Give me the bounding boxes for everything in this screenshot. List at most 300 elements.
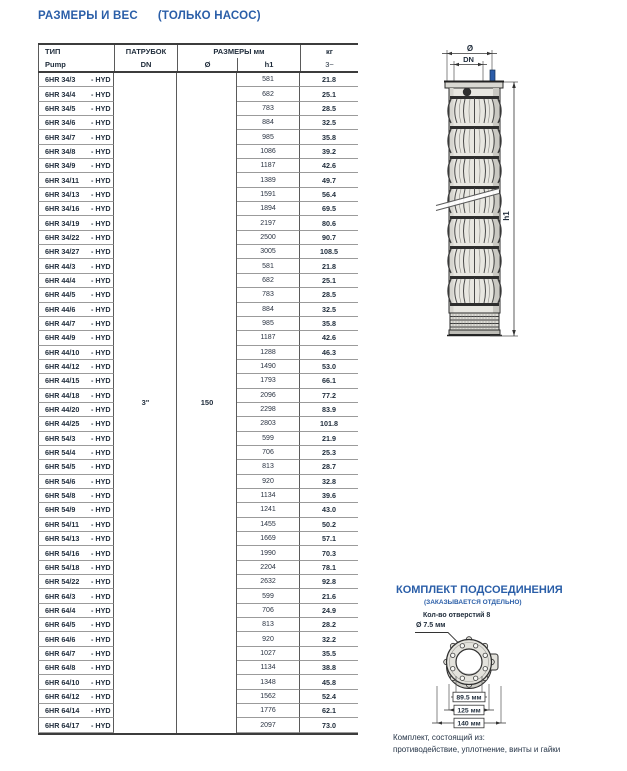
cell-kg: 62.1 — [300, 704, 358, 718]
cell-kg: 28.5 — [300, 288, 358, 302]
cell-pump-type: 6HR 64/3 - HYD — [38, 589, 114, 603]
cell-port — [114, 245, 177, 259]
cell-kg: 24.9 — [300, 604, 358, 618]
cell-port — [114, 374, 177, 388]
cell-dia — [177, 202, 237, 216]
cell-pump-type: 6HR 34/7 - HYD — [38, 130, 114, 144]
cell-dia — [177, 647, 237, 661]
cell-kg: 28.5 — [300, 102, 358, 116]
cell-kg: 52.4 — [300, 690, 358, 704]
cell-h1: 599 — [237, 432, 300, 446]
cell-h1: 2632 — [237, 575, 300, 589]
cell-pump-type: 6HR 54/6 - HYD — [38, 475, 114, 489]
cell-kg: 43.0 — [300, 503, 358, 517]
cell-pump-type: 6HR 64/14 - HYD — [38, 704, 114, 718]
cell-h1: 2097 — [237, 718, 300, 732]
cell-kg: 32.2 — [300, 632, 358, 646]
cell-h1: 783 — [237, 288, 300, 302]
table-row — [38, 159, 358, 173]
cell-kg: 25.3 — [300, 446, 358, 460]
cell-dia — [177, 618, 237, 632]
cell-port — [114, 561, 177, 575]
table-row — [38, 374, 358, 388]
table-row — [38, 546, 358, 560]
dimensions-table — [38, 43, 358, 735]
cell-pump-type: 6HR 64/5 - HYD — [38, 618, 114, 632]
table-row — [38, 303, 358, 317]
cell-h1: 1669 — [237, 532, 300, 546]
cell-dia — [177, 102, 237, 116]
cell-pump-type: 6HR 54/8 - HYD — [38, 489, 114, 503]
cell-dia — [177, 116, 237, 130]
cell-pump-type: 6HR 54/9 - HYD — [38, 503, 114, 517]
cell-h1: 1591 — [237, 188, 300, 202]
table-row — [38, 317, 358, 331]
cell-h1: 706 — [237, 446, 300, 460]
table-row — [38, 202, 358, 216]
cell-kg: 42.6 — [300, 331, 358, 345]
cell-kg: 35.8 — [300, 317, 358, 331]
cell-kg: 80.6 — [300, 216, 358, 230]
cell-pump-type: 6HR 64/4 - HYD — [38, 604, 114, 618]
cell-port — [114, 589, 177, 603]
cell-dia — [177, 661, 237, 675]
cell-port — [114, 403, 177, 417]
cell-pump-type: 6HR 34/8 - HYD — [38, 145, 114, 159]
cell-dia — [177, 675, 237, 689]
cell-h1: 1241 — [237, 503, 300, 517]
cell-port — [114, 360, 177, 374]
table-row — [38, 675, 358, 689]
cell-pump-type: 6HR 64/17 - HYD — [38, 718, 114, 732]
cell-dia — [177, 245, 237, 259]
cell-dia — [177, 346, 237, 360]
table-body — [38, 73, 358, 735]
cell-port — [114, 675, 177, 689]
cell-pump-type: 6HR 44/15 - HYD — [38, 374, 114, 388]
cell-kg: 38.8 — [300, 661, 358, 675]
cell-kg: 28.2 — [300, 618, 358, 632]
cell-dia — [177, 546, 237, 560]
kit-holes-label: Кол-во отверстий 8 — [423, 612, 491, 619]
cell-port — [114, 389, 177, 403]
cell-dia — [177, 303, 237, 317]
cell-dia — [177, 288, 237, 302]
cell-kg: 92.8 — [300, 575, 358, 589]
cell-dia — [177, 159, 237, 173]
cell-h1: 1187 — [237, 331, 300, 345]
cell-pump-type: 6HR 44/3 - HYD — [38, 259, 114, 273]
pump-dia-label: Ø — [466, 44, 474, 53]
cell-h1: 1348 — [237, 675, 300, 689]
cell-port — [114, 575, 177, 589]
cell-pump-type: 6HR 44/9 - HYD — [38, 331, 114, 345]
cell-pump-type: 6HR 34/5 - HYD — [38, 102, 114, 116]
cell-pump-type: 6HR 34/11 - HYD — [38, 173, 114, 187]
cell-dia — [177, 87, 237, 101]
cell-port — [114, 432, 177, 446]
cell-h1: 813 — [237, 460, 300, 474]
cell-h1: 813 — [237, 618, 300, 632]
cell-port — [114, 446, 177, 460]
cell-kg: 69.5 — [300, 202, 358, 216]
cell-dia — [177, 231, 237, 245]
kit-hole-dia-label: Ø 7.5 мм — [416, 622, 446, 629]
header-phase: 3~ — [300, 58, 358, 71]
table-row — [38, 346, 358, 360]
cell-dia — [177, 561, 237, 575]
cell-h1: 2803 — [237, 417, 300, 431]
cell-h1: 706 — [237, 604, 300, 618]
cell-h1: 2298 — [237, 403, 300, 417]
table-row — [38, 532, 358, 546]
cell-kg: 28.7 — [300, 460, 358, 474]
cell-kg: 90.7 — [300, 231, 358, 245]
table-row — [38, 389, 358, 403]
cell-h1: 1776 — [237, 704, 300, 718]
table-row — [38, 718, 358, 732]
cell-pump-type: 6HR 54/18 - HYD — [38, 561, 114, 575]
cell-port — [114, 518, 177, 532]
table-row — [38, 130, 358, 144]
merged-dia-value: 150 — [200, 398, 214, 408]
cell-dia — [177, 331, 237, 345]
cell-pump-type: 6HR 64/10 - HYD — [38, 675, 114, 689]
table-row — [38, 116, 358, 130]
table-row — [38, 173, 358, 187]
cell-kg: 25.1 — [300, 87, 358, 101]
cell-port — [114, 73, 177, 87]
header-type-ru: ТИП — [38, 45, 114, 58]
page-title — [38, 10, 261, 22]
cell-dia — [177, 432, 237, 446]
cell-port — [114, 503, 177, 517]
cell-dia — [177, 518, 237, 532]
table-row — [38, 561, 358, 575]
cell-h1: 920 — [237, 475, 300, 489]
table-row — [38, 145, 358, 159]
cell-kg: 39.2 — [300, 145, 358, 159]
cell-dia — [177, 216, 237, 230]
cell-dia — [177, 446, 237, 460]
cell-pump-type: 6HR 64/8 - HYD — [38, 661, 114, 675]
table-row — [38, 331, 358, 345]
page-title-main: РАЗМЕРЫ И ВЕС — [38, 10, 138, 22]
table-row — [38, 632, 358, 646]
cell-pump-type: 6HR 34/16 - HYD — [38, 202, 114, 216]
cell-h1: 1455 — [237, 518, 300, 532]
cell-kg: 73.0 — [300, 718, 358, 732]
table-row — [38, 518, 358, 532]
cell-pump-type: 6HR 34/13 - HYD — [38, 188, 114, 202]
cell-dia — [177, 188, 237, 202]
table-row — [38, 690, 358, 704]
pump-h1-label: h1 — [502, 211, 511, 221]
cell-h1: 884 — [237, 116, 300, 130]
cell-port — [114, 331, 177, 345]
cell-port — [114, 546, 177, 560]
cell-pump-type: 6HR 44/7 - HYD — [38, 317, 114, 331]
cell-dia — [177, 532, 237, 546]
cell-kg: 77.2 — [300, 389, 358, 403]
cell-kg: 66.1 — [300, 374, 358, 388]
cell-port — [114, 647, 177, 661]
cell-h1: 1894 — [237, 202, 300, 216]
table-row — [38, 259, 358, 273]
cell-h1: 682 — [237, 87, 300, 101]
header-kg: кг — [300, 45, 358, 58]
cell-pump-type: 6HR 54/5 - HYD — [38, 460, 114, 474]
kit-dim-inner: 89.5 мм — [456, 694, 482, 702]
kit-subtitle: (ЗАКАЗЫВАЕТСЯ ОТДЕЛЬНО) — [424, 599, 522, 606]
cell-h1: 2204 — [237, 561, 300, 575]
cell-pump-type: 6HR 64/12 - HYD — [38, 690, 114, 704]
table-header — [38, 43, 358, 73]
table-row — [38, 618, 358, 632]
cell-port — [114, 704, 177, 718]
cell-kg: 32.5 — [300, 303, 358, 317]
cell-h1: 1134 — [237, 489, 300, 503]
header-h1: h1 — [237, 58, 300, 71]
cell-h1: 599 — [237, 589, 300, 603]
cell-kg: 32.5 — [300, 116, 358, 130]
cell-h1: 581 — [237, 259, 300, 273]
cell-kg: 35.5 — [300, 647, 358, 661]
cell-dia — [177, 259, 237, 273]
cell-h1: 2500 — [237, 231, 300, 245]
cell-kg: 53.0 — [300, 360, 358, 374]
cell-port — [114, 231, 177, 245]
cell-dia — [177, 360, 237, 374]
kit-note-line1: Комплект, состоящий из: — [393, 733, 485, 742]
table-row — [38, 216, 358, 230]
cell-kg: 42.6 — [300, 159, 358, 173]
cell-pump-type: 6HR 54/16 - HYD — [38, 546, 114, 560]
cell-h1: 581 — [237, 73, 300, 87]
pump-diagram — [430, 40, 580, 345]
cell-h1: 2197 — [237, 216, 300, 230]
cell-port — [114, 274, 177, 288]
cell-h1: 1389 — [237, 173, 300, 187]
cell-port — [114, 618, 177, 632]
cell-h1: 1793 — [237, 374, 300, 388]
cell-kg: 101.8 — [300, 417, 358, 431]
cell-port — [114, 159, 177, 173]
cell-h1: 1134 — [237, 661, 300, 675]
table-row — [38, 704, 358, 718]
cell-pump-type: 6HR 54/4 - HYD — [38, 446, 114, 460]
table-row — [38, 274, 358, 288]
table-row — [38, 661, 358, 675]
cell-port — [114, 661, 177, 675]
cell-dia — [177, 489, 237, 503]
table-row — [38, 604, 358, 618]
table-row — [38, 87, 358, 101]
kit-flange-diagram — [405, 610, 535, 735]
cell-pump-type: 6HR 44/10 - HYD — [38, 346, 114, 360]
cell-pump-type: 6HR 34/4 - HYD — [38, 87, 114, 101]
cell-kg: 21.8 — [300, 259, 358, 273]
cell-h1: 1027 — [237, 647, 300, 661]
cell-h1: 1490 — [237, 360, 300, 374]
table-row — [38, 503, 358, 517]
cell-kg: 83.9 — [300, 403, 358, 417]
cell-port — [114, 188, 177, 202]
kit-dim-middle: 125 мм — [457, 707, 481, 715]
pump-cable — [490, 70, 495, 81]
cell-port — [114, 475, 177, 489]
cell-h1: 783 — [237, 102, 300, 116]
page-title-sub: (ТОЛЬКО НАСОС) — [157, 10, 261, 22]
cell-port — [114, 604, 177, 618]
cell-dia — [177, 130, 237, 144]
cell-port — [114, 202, 177, 216]
cell-dia — [177, 604, 237, 618]
cell-h1: 3005 — [237, 245, 300, 259]
cell-pump-type: 6HR 44/18 - HYD — [38, 389, 114, 403]
cell-port — [114, 417, 177, 431]
cell-port — [114, 102, 177, 116]
cell-port — [114, 532, 177, 546]
cell-kg: 57.1 — [300, 532, 358, 546]
cell-pump-type: 6HR 44/5 - HYD — [38, 288, 114, 302]
kit-title: КОМПЛЕКТ ПОДСОЕДИНЕНИЯ — [396, 584, 563, 596]
cell-kg: 78.1 — [300, 561, 358, 575]
header-port-ru: ПАТРУБОК — [114, 45, 177, 58]
pump-dn-label: DN — [463, 55, 474, 64]
cell-dia — [177, 73, 237, 87]
table-row — [38, 475, 358, 489]
kit-note-line2: противодействие, уплотнение, винты и гайки — [393, 745, 561, 754]
cell-port — [114, 173, 177, 187]
cell-pump-type: 6HR 54/3 - HYD — [38, 432, 114, 446]
cell-port — [114, 288, 177, 302]
cell-dia — [177, 389, 237, 403]
cell-kg: 108.5 — [300, 245, 358, 259]
table-row — [38, 403, 358, 417]
table-row — [38, 589, 358, 603]
cell-port — [114, 303, 177, 317]
cell-kg: 21.9 — [300, 432, 358, 446]
table-row — [38, 647, 358, 661]
cell-dia — [177, 403, 237, 417]
cell-dia — [177, 317, 237, 331]
cell-kg: 50.2 — [300, 518, 358, 532]
header-dia: Ø — [177, 58, 237, 71]
cell-port — [114, 145, 177, 159]
cell-pump-type: 6HR 44/20 - HYD — [38, 403, 114, 417]
cell-pump-type: 6HR 44/12 - HYD — [38, 360, 114, 374]
cell-dia — [177, 690, 237, 704]
cell-dia — [177, 475, 237, 489]
cell-kg: 21.6 — [300, 589, 358, 603]
cell-dia — [177, 589, 237, 603]
table-row — [38, 102, 358, 116]
cell-kg: 39.6 — [300, 489, 358, 503]
cell-port — [114, 130, 177, 144]
cell-h1: 1086 — [237, 145, 300, 159]
table-row — [38, 245, 358, 259]
cell-port — [114, 317, 177, 331]
cell-pump-type: 6HR 54/13 - HYD — [38, 532, 114, 546]
cell-pump-type: 6HR 34/19 - HYD — [38, 216, 114, 230]
cell-h1: 2096 — [237, 389, 300, 403]
cell-kg: 70.3 — [300, 546, 358, 560]
table-row — [38, 417, 358, 431]
cell-pump-type: 6HR 54/11 - HYD — [38, 518, 114, 532]
cell-pump-type: 6HR 34/3 - HYD — [38, 73, 114, 87]
cell-dia — [177, 575, 237, 589]
cell-kg: 25.1 — [300, 274, 358, 288]
table-row — [38, 188, 358, 202]
cell-dia — [177, 274, 237, 288]
header-port-en: DN — [114, 58, 177, 71]
cell-pump-type: 6HR 64/6 - HYD — [38, 632, 114, 646]
cell-pump-type: 6HR 34/27 - HYD — [38, 245, 114, 259]
cell-kg: 45.8 — [300, 675, 358, 689]
cell-kg: 49.7 — [300, 173, 358, 187]
table-row — [38, 575, 358, 589]
table-row — [38, 360, 358, 374]
cell-h1: 920 — [237, 632, 300, 646]
cell-port — [114, 87, 177, 101]
cell-kg: 56.4 — [300, 188, 358, 202]
cell-h1: 1288 — [237, 346, 300, 360]
kit-dim-outer: 140 мм — [457, 720, 481, 728]
cell-h1: 682 — [237, 274, 300, 288]
header-type-en: Pump — [38, 58, 114, 71]
cell-pump-type: 6HR 54/22 - HYD — [38, 575, 114, 589]
header-dims: РАЗМЕРЫ мм — [177, 45, 300, 58]
cell-dia — [177, 173, 237, 187]
cell-pump-type: 6HR 34/9 - HYD — [38, 159, 114, 173]
cell-dia — [177, 704, 237, 718]
cell-port — [114, 690, 177, 704]
cell-h1: 1990 — [237, 546, 300, 560]
cell-port — [114, 632, 177, 646]
table-row — [38, 432, 358, 446]
cell-kg: 46.3 — [300, 346, 358, 360]
table-row — [38, 288, 358, 302]
cell-port — [114, 346, 177, 360]
cell-dia — [177, 374, 237, 388]
cell-pump-type: 6HR 44/25 - HYD — [38, 417, 114, 431]
merged-port-value: 3" — [141, 398, 150, 408]
cell-port — [114, 489, 177, 503]
cell-h1: 985 — [237, 317, 300, 331]
cell-dia — [177, 718, 237, 732]
table-row — [38, 460, 358, 474]
cell-h1: 1187 — [237, 159, 300, 173]
table-row — [38, 231, 358, 245]
cell-dia — [177, 417, 237, 431]
cell-h1: 1562 — [237, 690, 300, 704]
cell-dia — [177, 632, 237, 646]
cell-pump-type: 6HR 44/6 - HYD — [38, 303, 114, 317]
cell-pump-type: 6HR 34/22 - HYD — [38, 231, 114, 245]
cell-dia — [177, 460, 237, 474]
cell-kg: 21.8 — [300, 73, 358, 87]
cell-port — [114, 259, 177, 273]
cell-pump-type: 6HR 34/6 - HYD — [38, 116, 114, 130]
cell-port — [114, 718, 177, 732]
cell-kg: 32.8 — [300, 475, 358, 489]
cell-port — [114, 116, 177, 130]
table-row — [38, 489, 358, 503]
cell-h1: 884 — [237, 303, 300, 317]
cell-port — [114, 216, 177, 230]
cell-dia — [177, 145, 237, 159]
